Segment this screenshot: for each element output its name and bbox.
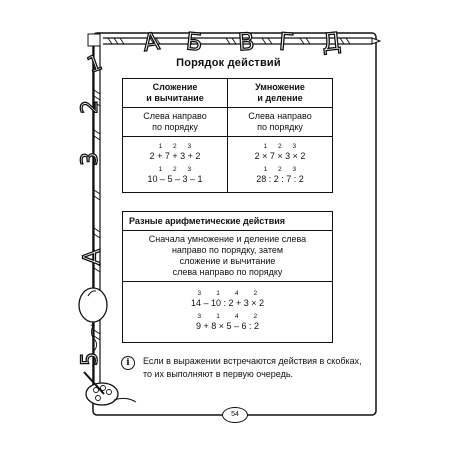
expression-text: 2 + 7 + 3 + 2 xyxy=(149,150,201,161)
info-icon: i xyxy=(121,356,135,370)
rule-mixed-operations xyxy=(123,231,333,282)
operation-order: 1 2 3 xyxy=(263,165,297,173)
palette-decor xyxy=(84,372,136,405)
operation-order: 3 1 4 2 xyxy=(197,290,258,297)
rule-addition-subtraction xyxy=(123,108,228,137)
expression-text: 14 – 10 : 2 + 3 × 2 xyxy=(190,298,265,308)
examples-mixed-operations xyxy=(123,282,333,343)
example-expression xyxy=(123,143,227,162)
operation-order: 3 1 4 2 xyxy=(197,313,258,320)
example-expression xyxy=(228,166,332,185)
decor-letter-a: А xyxy=(141,26,162,58)
left-pencil-decor xyxy=(94,45,100,385)
decor-numeral-3: 3 xyxy=(78,152,103,166)
mixed-operations-table xyxy=(122,211,333,343)
operation-order: 1 2 3 xyxy=(263,142,297,150)
decor-letter-a-left: А xyxy=(78,248,107,266)
decor-numeral-1: 1 xyxy=(83,50,106,79)
operations-table xyxy=(122,78,333,193)
header-addition-subtraction-text: Сложение и вычитание xyxy=(146,82,204,103)
header-mixed-operations-text: Разные арифметические действия xyxy=(129,216,286,226)
rule-addition-subtraction-text: Слева направо по порядку xyxy=(143,111,207,132)
decor-numeral-5: 5 xyxy=(78,352,103,366)
example-expression xyxy=(123,166,227,185)
decor-letter-g: Г xyxy=(277,27,295,57)
operation-order: 1 2 3 xyxy=(158,142,192,150)
examples-addition-subtraction xyxy=(123,137,228,193)
expression-text: 9 + 8 × 5 – 6 : 2 xyxy=(195,321,260,331)
operation-order: 1 2 3 xyxy=(158,165,192,173)
decor-letter-d: Д xyxy=(320,27,343,57)
example-expression xyxy=(228,143,332,162)
rule-multiplication-division-text: Слева направо по порядку xyxy=(248,111,312,132)
page-number: 54 xyxy=(222,407,248,423)
expression-text: 10 – 5 – 3 – 1 xyxy=(147,173,203,184)
example-expression xyxy=(123,290,332,309)
page-title: Порядок действий xyxy=(176,57,281,69)
header-multiplication-division xyxy=(228,79,333,108)
header-mixed-operations xyxy=(123,212,333,231)
decor-numeral-2: 2 xyxy=(78,100,103,114)
example-expression xyxy=(123,313,332,332)
note-text: Если в выражении встречаются действия в скобках, то их выполняют в первую очередь. xyxy=(143,356,362,379)
header-addition-subtraction xyxy=(123,79,228,108)
expression-text: 28 : 2 : 7 : 2 xyxy=(256,173,304,184)
header-multiplication-division-text: Умножение и деление xyxy=(255,82,305,103)
rule-multiplication-division xyxy=(228,108,333,137)
rule-mixed-operations-text: Сначала умножение и деление слева направо по порядку, затем сложение и вычитание слева направо по порядку xyxy=(148,234,307,277)
decor-letter-v: В xyxy=(237,27,256,57)
examples-multiplication-division xyxy=(228,137,333,193)
expression-text: 2 × 7 × 3 × 2 xyxy=(254,150,306,161)
decor-letter-b: Б xyxy=(184,27,204,57)
